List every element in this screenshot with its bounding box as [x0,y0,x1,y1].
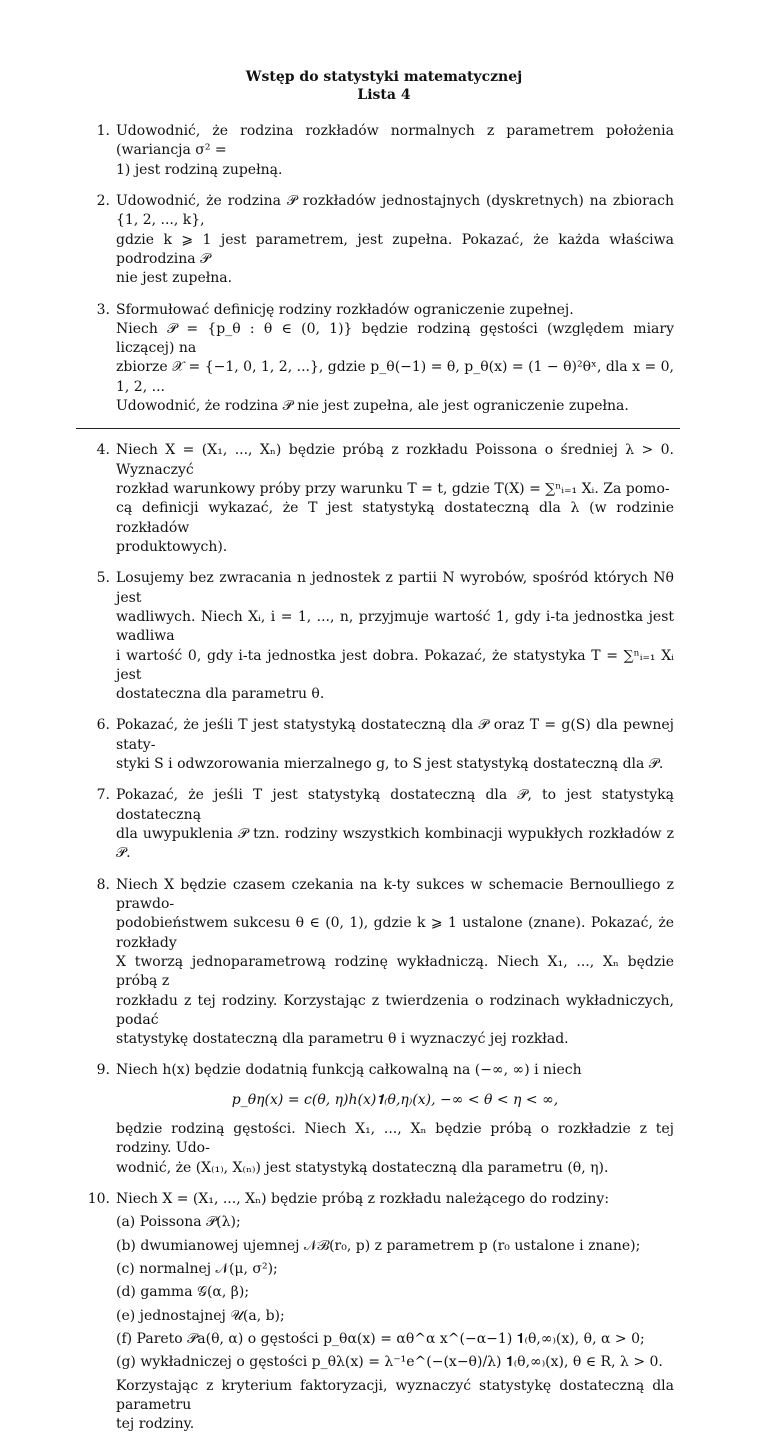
problem-number: 9. [96,1062,110,1079]
problem-number: 4. [96,442,110,459]
problem-1 [82,122,674,180]
subitem-a: (a) Poissona 𝒫(λ); [116,1214,241,1231]
problem-number: 6. [96,717,110,734]
problem-text-line: Udowodnić, że rodzina 𝒫 nie jest zupełna, ale jest ograniczenie zupełna. [116,398,629,415]
document-title: Wstęp do statystyki matematycznej [245,69,523,85]
subitem-g: (g) wykładniczej o gęstości p_θλ(x) = λ⁻¹e^(−(x−θ)/λ) 𝟏₍θ,∞₎(x), θ ∈ R, λ > 0. [116,1354,663,1371]
density-formula: p_θη(x) = c(θ, η)h(x)𝟏₍θ,η₎(x), −∞ < θ < η < ∞, [231,1091,559,1108]
section-divider [76,428,680,429]
problem-number: 1. [96,123,110,139]
problem-text-line: Pokazać, że jeśli T jest statystyką dostateczną dla 𝒫 oraz T = g(S) dla pewnej staty- [116,717,674,753]
problem-text-line: produktowych). [116,538,228,555]
problem-number: 10. [87,1191,110,1207]
problem-text-line: gdzie k ⩾ 1 jest parametrem, jest zupełna. Pokazać, że każda właściwa podrodzina 𝒫 [116,231,674,267]
problem-text-line: Udowodnić, że rodzina rozkładów normalnych z parametrem położenia (wariancja σ² = [116,123,674,159]
problem-text-line: X tworzą jednoparametrową rodzinę wykładniczą. Niech X₁, ..., Xₙ będzie próbą z [116,953,674,990]
problem-text-line: 1) jest rodziną zupełną. [116,161,283,178]
problem-text-line: Udowodnić, że rodzina 𝒫 rozkładów jednostajnych (dyskretnych) na zbiorach {1, 2, ..., k}, [116,192,674,229]
problem-number: 7. [96,787,110,804]
problem-number: 5. [96,570,110,587]
document-subtitle: Lista 4 [357,87,411,103]
problem-text-line: nie jest zupełna. [116,270,233,287]
problem-text-line: Losujemy bez zwracania n jednostek z partii N wyrobów, spośród których Nθ jest [116,570,674,606]
problem-text-line: statystykę dostateczną dla parametru θ i wyznaczyć jej rozkład. [116,1031,569,1048]
problem-text-line: podobieństwem sukcesu θ ∈ (0, 1), gdzie k ⩾ 1 ustalone (znane). Pokazać, że rozkłady [116,915,674,951]
problem-8 [82,876,674,1050]
problem-4 [82,441,674,557]
problem-6 [82,716,674,774]
problem-text-line: Pokazać, że jeśli T jest statystyką dostateczną dla 𝒫, to jest statystyką dostateczną [116,787,674,823]
problem-number: 8. [96,876,110,893]
problem-2 [82,192,674,289]
subitem-d: (d) gamma 𝒢(α, β); [116,1284,250,1301]
problem-text-line: będzie rodziną gęstości. Niech X₁, ..., Xₙ będzie próbą o rozkładzie z tej rodziny. Udo- [116,1121,674,1157]
problem-text-line: dostateczna dla parametru θ. [116,686,325,703]
problem-text-line: styki S i odwzorowania mierzalnego g, to S jest statystyką dostateczną dla 𝒫. [116,756,664,773]
problem-text-line: wodnić, że (X₍₁₎, X₍ₙ₎) jest statystyką dostateczną dla parametru (θ, η). [116,1159,609,1176]
problem-5 [82,569,674,704]
problem-text-line: rozkład warunkowy próby przy warunku T = t, gdzie T(X) = ∑ⁿᵢ₌₁ Xᵢ. Za pomo- [116,481,670,497]
problem-text-line: dla uwypuklenia 𝒫 tzn. rodziny wszystkich kombinacji wypukłych rozkładów z 𝒫. [116,826,674,862]
subitem-e: (e) jednostajnej 𝒰(a, b); [116,1307,285,1324]
problem-3 [82,301,674,417]
problem-number: 3. [96,301,110,318]
problem-9 [82,1061,674,1178]
subitem-f: (f) Pareto 𝒫a(θ, α) o gęstości p_θα(x) = αθ^α x^(−α−1) 𝟏₍θ,∞₎(x), θ, α > 0; [116,1330,645,1347]
subitem-c: (c) normalnej 𝒩(μ, σ²); [116,1260,278,1277]
problem-text-line: Korzystając z kryterium faktoryzacji, wyznaczyć statystykę dostateczną dla parametru [116,1377,674,1413]
problem-text-line: i wartość 0, gdy i-ta jednostka jest dobra. Pokazać, że statystyka T = ∑ⁿᵢ₌₁ Xᵢ jest [116,647,674,683]
problem-text-line: Niech 𝒫 = {p_θ : θ ∈ (0, 1)} będzie rodziną gęstości (względem miary liczącej) na [116,320,674,357]
problem-text-line: rozkładu z tej rodziny. Korzystając z twierdzenia o rodzinach wykładniczych, podać [116,992,674,1028]
subitem-b: (b) dwumianowej ujemnej 𝒩ℬ(r₀, p) z parametrem p (r₀ ustalone i znane); [116,1237,641,1254]
problem-text-line: tej rodziny. [116,1416,195,1433]
problem-text-line: Niech h(x) będzie dodatnią funkcją całkowalną na (−∞, ∞) i niech [116,1062,582,1079]
problem-text-line: Niech X = (X₁, ..., Xₙ) będzie próbą z rozkładu Poissona o średniej λ > 0. Wyznaczyć [116,442,674,478]
problem-text-line: wadliwych. Niech Xᵢ, i = 1, ..., n, przyjmuje wartość 1, gdy i-ta jednostka jest wadliwa [116,608,674,645]
problem-number: 2. [96,192,110,209]
problem-text-line: Sformułować definicję rodziny rozkładów ograniczenie zupełnej. [116,301,574,318]
problem-text-line: Niech X = (X₁, ..., Xₙ) będzie próbą z rozkładu należącego do rodziny: [116,1191,610,1207]
problem-list [82,122,674,1446]
problem-text-line: Niech X będzie czasem czekania na k-ty sukces w schemacie Bernoulliego z prawdo- [116,876,674,912]
problem-7 [82,786,674,863]
problem-10 [82,1190,674,1434]
problem-text-line: zbiorze 𝒳 = {−1, 0, 1, 2, ...}, gdzie p_θ(−1) = θ, p_θ(x) = (1 − θ)²θˣ, dla x = 0, 1, 2, ... [116,359,674,395]
problem-text-line: cą definicji wykazać, że T jest statystyką dostateczną dla λ (w rodzinie rozkładów [116,500,674,536]
